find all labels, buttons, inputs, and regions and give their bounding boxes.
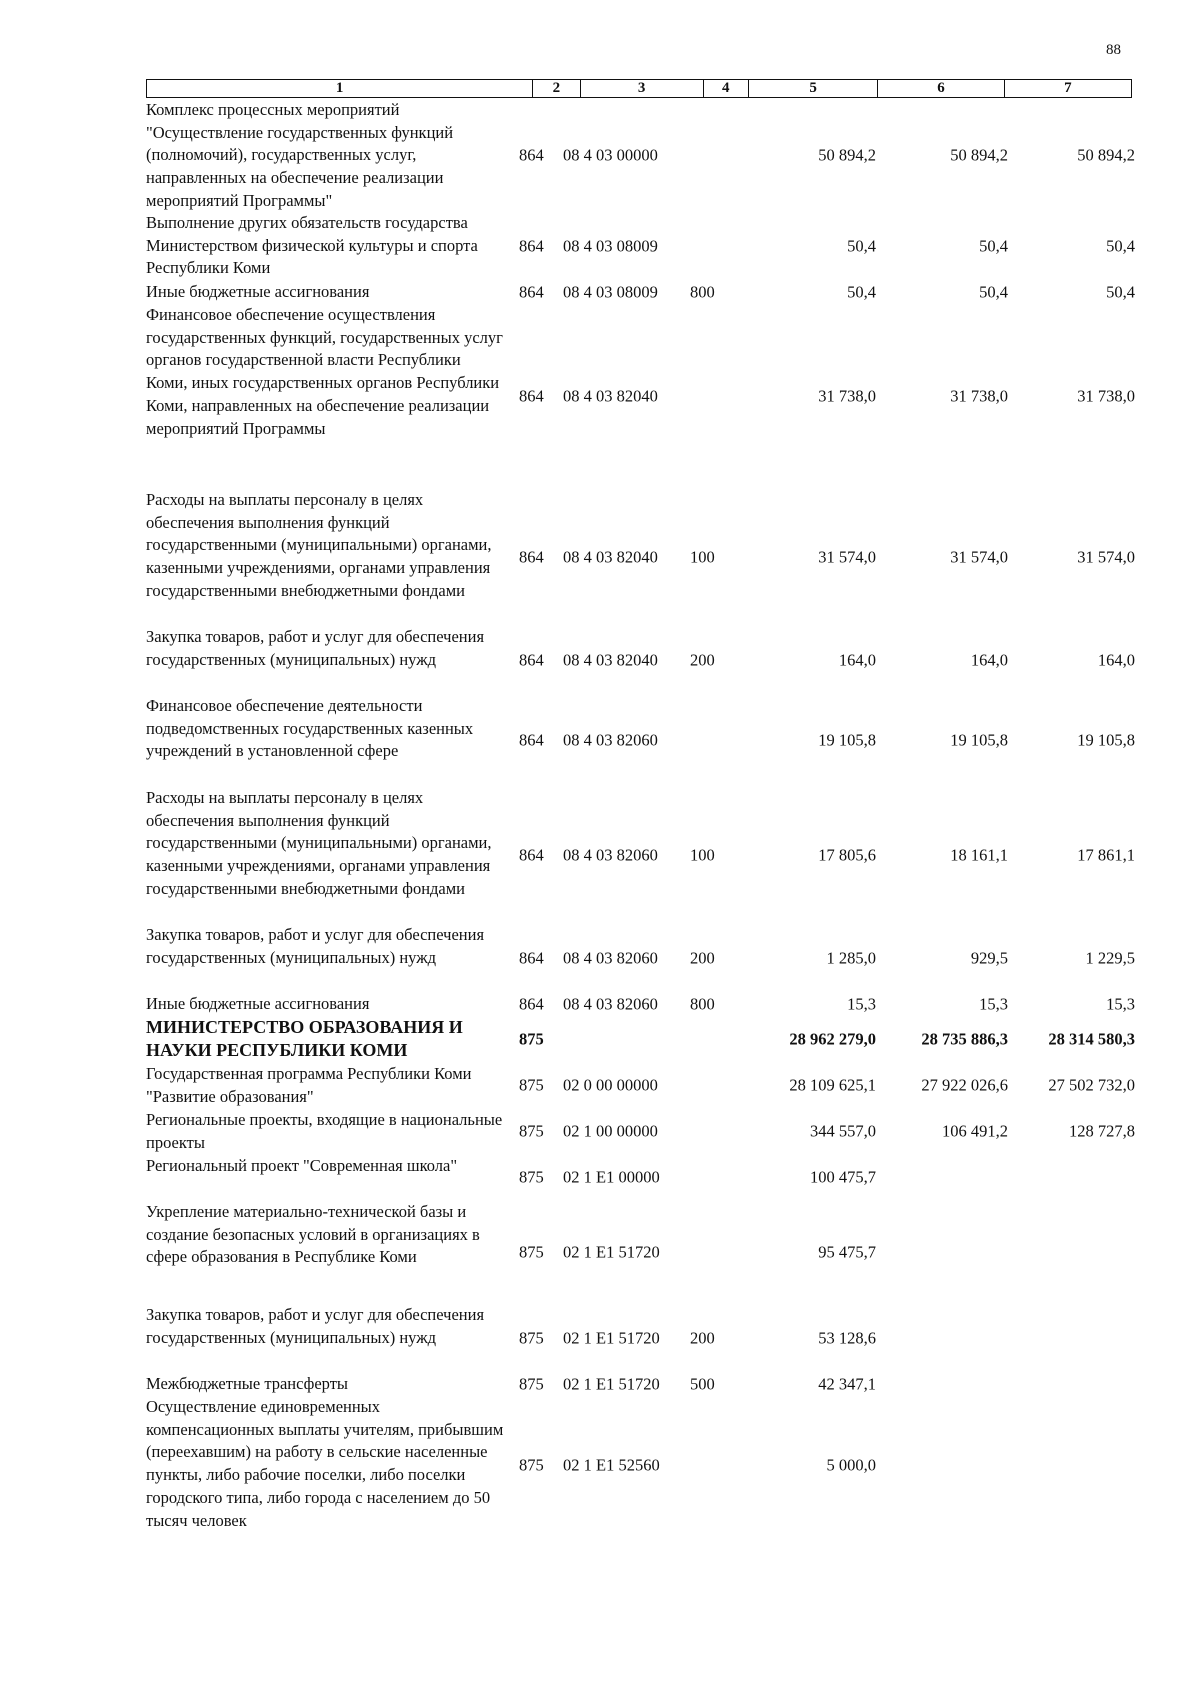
row-grbs: 864 bbox=[519, 994, 544, 1014]
row-csr: 02 1 E1 52560 bbox=[563, 1455, 660, 1475]
row-value-2024: 100 475,7 bbox=[810, 1167, 876, 1187]
row-grbs: 864 bbox=[519, 547, 544, 567]
row-vr: 500 bbox=[690, 1374, 715, 1394]
row-csr: 08 4 03 82060 bbox=[563, 845, 658, 865]
row-csr: 08 4 03 82060 bbox=[563, 730, 658, 750]
row-value-2025: 929,5 bbox=[970, 948, 1008, 968]
row-csr: 02 1 00 00000 bbox=[563, 1121, 658, 1141]
table-row bbox=[146, 304, 1135, 489]
row-vr: 100 bbox=[690, 845, 715, 865]
row-csr: 08 4 03 82040 bbox=[563, 547, 658, 567]
row-name: МИНИСТЕРСТВО ОБРАЗОВАНИЯ И НАУКИ РЕСПУБЛИКИ КОМИ bbox=[146, 1017, 463, 1060]
row-name: Финансовое обеспечение осуществления государственных функций, государственных услуг органов государственной власти Республики Коми, иных государственных органов Республики Коми, направленных на обеспечение реализации мероприятий Программы bbox=[146, 305, 503, 438]
row-csr: 08 4 03 00000 bbox=[563, 145, 658, 165]
table-row-ministry bbox=[146, 1016, 1135, 1063]
row-csr: 02 1 E1 51720 bbox=[563, 1242, 660, 1262]
row-csr: 08 4 03 08009 bbox=[563, 282, 658, 302]
table-row bbox=[146, 1373, 1132, 1396]
row-grbs: 864 bbox=[519, 236, 544, 256]
row-name: Государственная программа Республики Коми "Развитие образования" bbox=[146, 1064, 472, 1106]
row-value-2025: 19 105,8 bbox=[950, 730, 1008, 750]
row-value-2025: 28 735 886,3 bbox=[921, 1029, 1008, 1049]
row-value-2024: 28 962 279,0 bbox=[789, 1029, 876, 1049]
table-row bbox=[146, 993, 1135, 1016]
row-value-2024: 95 475,7 bbox=[818, 1242, 876, 1262]
table-row bbox=[146, 695, 1135, 787]
row-value-2025: 164,0 bbox=[970, 650, 1008, 670]
row-csr: 08 4 03 82040 bbox=[563, 650, 658, 670]
row-csr: 08 4 03 82040 bbox=[563, 386, 658, 406]
row-value-2026: 50 894,2 bbox=[1077, 145, 1135, 165]
table-row bbox=[146, 1155, 1132, 1201]
row-value-2025: 50,4 bbox=[979, 236, 1008, 256]
row-grbs: 875 bbox=[519, 1029, 544, 1049]
row-value-2024: 28 109 625,1 bbox=[789, 1075, 876, 1095]
row-csr: 02 1 E1 00000 bbox=[563, 1167, 660, 1187]
table-row bbox=[146, 924, 1135, 993]
row-value-2024: 164,0 bbox=[838, 650, 876, 670]
row-value-2026: 31 738,0 bbox=[1077, 386, 1135, 406]
table-row bbox=[146, 626, 1135, 695]
row-name: Расходы на выплаты персоналу в целях обеспечения выполнения функций государственными (муниципальными) органами, казенными учреждениями, органами управления государственными внебюджетными фондами bbox=[146, 788, 492, 898]
column-header-7: 7 bbox=[1004, 80, 1131, 98]
row-name: Комплекс процессных мероприятий "Осуществление государственных функций (полномочий), государственных услуг, направленных на обеспечение реализации мероприятий Программы" bbox=[146, 100, 454, 210]
row-value-2024: 31 738,0 bbox=[818, 386, 876, 406]
row-name: Закупка товаров, работ и услуг для обеспечения государственных (муниципальных) нужд bbox=[146, 925, 485, 967]
row-csr: 08 4 03 82060 bbox=[563, 948, 658, 968]
row-value-2025: 18 161,1 bbox=[950, 845, 1008, 865]
row-grbs: 875 bbox=[519, 1075, 544, 1095]
row-name: Осуществление единовременных компенсационных выплаты учителям, прибывшим (переехавшим) на работу в сельские населенные пункты, либо рабочие поселки, либо поселки городского типа, либо города с населением до 50 тысяч человек bbox=[146, 1397, 504, 1530]
row-value-2026: 50,4 bbox=[1106, 236, 1135, 256]
row-vr: 800 bbox=[690, 282, 715, 302]
row-grbs: 875 bbox=[519, 1328, 544, 1348]
row-value-2024: 50,4 bbox=[847, 236, 876, 256]
row-value-2026: 19 105,8 bbox=[1077, 730, 1135, 750]
row-value-2026: 17 861,1 bbox=[1077, 845, 1135, 865]
row-name: Расходы на выплаты персоналу в целях обеспечения выполнения функций государственными (муниципальными) органами, казенными учреждениями, органами управления государственными внебюджетными фондами bbox=[146, 490, 492, 600]
column-header-4: 4 bbox=[703, 80, 748, 98]
row-grbs: 875 bbox=[519, 1455, 544, 1475]
row-grbs: 875 bbox=[519, 1167, 544, 1187]
row-name: Закупка товаров, работ и услуг для обеспечения государственных (муниципальных) нужд bbox=[146, 1305, 485, 1347]
table-row bbox=[146, 489, 1135, 626]
column-header-6: 6 bbox=[878, 80, 1004, 98]
row-csr: 02 1 E1 51720 bbox=[563, 1328, 660, 1348]
row-name: Иные бюджетные ассигнования bbox=[146, 282, 370, 301]
row-value-2024: 15,3 bbox=[847, 994, 876, 1014]
row-value-2024: 42 347,1 bbox=[818, 1374, 876, 1394]
row-value-2024: 50,4 bbox=[847, 282, 876, 302]
row-value-2024: 344 557,0 bbox=[810, 1121, 876, 1141]
row-name: Иные бюджетные ассигнования bbox=[146, 994, 370, 1013]
table-row bbox=[146, 281, 1135, 304]
row-value-2026: 27 502 732,0 bbox=[1048, 1075, 1135, 1095]
row-value-2025: 50,4 bbox=[979, 282, 1008, 302]
row-value-2025: 15,3 bbox=[979, 994, 1008, 1014]
row-value-2025: 50 894,2 bbox=[950, 145, 1008, 165]
column-header-5: 5 bbox=[748, 80, 877, 98]
row-value-2025: 27 922 026,6 bbox=[921, 1075, 1008, 1095]
row-grbs: 864 bbox=[519, 948, 544, 968]
row-name: Региональный проект "Современная школа" bbox=[146, 1156, 458, 1175]
row-value-2025: 106 491,2 bbox=[942, 1121, 1008, 1141]
row-value-2024: 1 285,0 bbox=[826, 948, 876, 968]
table-row bbox=[146, 1063, 1135, 1109]
row-value-2024: 19 105,8 bbox=[818, 730, 876, 750]
row-grbs: 864 bbox=[519, 145, 544, 165]
row-value-2024: 5 000,0 bbox=[826, 1455, 876, 1475]
row-grbs: 864 bbox=[519, 282, 544, 302]
row-csr: 02 0 00 00000 bbox=[563, 1075, 658, 1095]
table-row bbox=[146, 1201, 1132, 1304]
row-grbs: 875 bbox=[519, 1374, 544, 1394]
row-value-2024: 53 128,6 bbox=[818, 1328, 876, 1348]
row-value-2026: 128 727,8 bbox=[1069, 1121, 1135, 1141]
table-row bbox=[146, 99, 1135, 212]
row-vr: 200 bbox=[690, 1328, 715, 1348]
row-value-2025: 31 738,0 bbox=[950, 386, 1008, 406]
table-row bbox=[146, 1109, 1135, 1155]
row-name: Выполнение других обязательств государства Министерством физической культуры и спорта Республики Коми bbox=[146, 213, 478, 278]
row-csr: 02 1 E1 51720 bbox=[563, 1374, 660, 1394]
row-value-2026: 164,0 bbox=[1097, 650, 1135, 670]
budget-table-body bbox=[146, 99, 1135, 1535]
column-header-row bbox=[146, 79, 1132, 98]
row-vr: 200 bbox=[690, 948, 715, 968]
table-row bbox=[146, 1304, 1132, 1373]
row-name: Закупка товаров, работ и услуг для обеспечения государственных (муниципальных) нужд bbox=[146, 627, 485, 669]
table-row bbox=[146, 212, 1135, 281]
row-name: Финансовое обеспечение деятельности подведомственных государственных казенных учреждений в установленной сфере bbox=[146, 696, 474, 761]
column-header-1: 1 bbox=[147, 80, 533, 98]
row-value-2024: 31 574,0 bbox=[818, 547, 876, 567]
row-grbs: 875 bbox=[519, 1121, 544, 1141]
column-header-2: 2 bbox=[533, 80, 580, 98]
row-grbs: 864 bbox=[519, 730, 544, 750]
table-row bbox=[146, 1396, 1132, 1535]
row-csr: 08 4 03 08009 bbox=[563, 236, 658, 256]
table-row bbox=[146, 787, 1135, 924]
row-csr: 08 4 03 82060 bbox=[563, 994, 658, 1014]
row-name: Региональные проекты, входящие в национальные проекты bbox=[146, 1110, 503, 1152]
row-value-2026: 50,4 bbox=[1106, 282, 1135, 302]
row-value-2024: 50 894,2 bbox=[818, 145, 876, 165]
row-value-2026: 15,3 bbox=[1106, 994, 1135, 1014]
row-value-2024: 17 805,6 bbox=[818, 845, 876, 865]
row-grbs: 864 bbox=[519, 650, 544, 670]
row-value-2026: 1 229,5 bbox=[1085, 948, 1135, 968]
row-grbs: 875 bbox=[519, 1242, 544, 1262]
row-vr: 200 bbox=[690, 650, 715, 670]
row-value-2026: 28 314 580,3 bbox=[1048, 1029, 1135, 1049]
row-value-2025: 31 574,0 bbox=[950, 547, 1008, 567]
page-number: 88 bbox=[1106, 42, 1121, 58]
row-name: Укрепление материально-технической базы и создание безопасных условий в организациях в сфере образования в Республике Коми bbox=[146, 1202, 480, 1267]
column-header-3: 3 bbox=[580, 80, 703, 98]
row-grbs: 864 bbox=[519, 845, 544, 865]
row-vr: 100 bbox=[690, 547, 715, 567]
row-name: Межбюджетные трансферты bbox=[146, 1374, 349, 1393]
row-value-2026: 31 574,0 bbox=[1077, 547, 1135, 567]
row-vr: 800 bbox=[690, 994, 715, 1014]
row-grbs: 864 bbox=[519, 386, 544, 406]
